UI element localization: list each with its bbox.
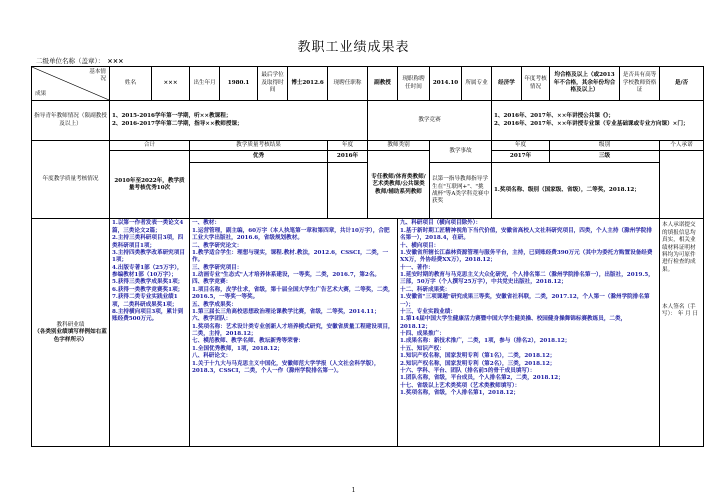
research-item: 1.延安时期的教育与马克思主义大众化研究，个人排名第二（滁州学院排名第一），出版社，2019.5，三部，50万字（个人撰写25万字），中共党史出版社，2018.12； xyxy=(400,272,654,286)
research-item: 十六、学科、平台、团队（排名前5的骨干成员填写）： xyxy=(400,367,536,374)
research-label-note: （各类别业绩填写样例如右蓝色字样所示） xyxy=(34,329,107,343)
unit-label: 二级单位名称（盖章）： xyxy=(36,57,105,65)
diag-bottom-label: 成果 xyxy=(35,90,47,97)
competition-text: 以第一指导教师指导学生在"互联网+"、"挑战杯"等A类学科竞赛中获奖 xyxy=(430,163,492,219)
research-item: 1.安徽省"三项课题"研究成果三等奖，安徽省社科联，二类，2017.12，个人第一（滁州学院排名第一）； xyxy=(400,294,650,308)
col-level: 级别 xyxy=(550,141,660,151)
research-item: 五、教学成果奖： xyxy=(192,301,237,308)
research-summary xyxy=(110,219,190,447)
assess-label: 年度考核情况 xyxy=(522,67,550,101)
achievement-table xyxy=(31,66,704,447)
summary-item: 2.主持三类科研项目3项，四类科研项目1项； xyxy=(112,235,184,249)
major-label: 所属专业 xyxy=(462,67,492,101)
summary-item: 1.以第一作者发表一类论文4篇，三类论文2篇； xyxy=(112,220,184,234)
col-promise: 个人承诺 xyxy=(660,141,704,151)
match-item: 2、2016年、2017年、××年讲授专业课（专业基础课或专业方向课）×门； xyxy=(494,120,689,127)
year-blank xyxy=(328,163,368,219)
major-value: 经济学 xyxy=(492,67,522,101)
research-item: 1.安徽省所辖长江森林资源管理与服务平台，主持，已到账经费390万元（其中为委托方购置设备经费XX万，外协经费XX万），2018.12； xyxy=(400,249,653,264)
unit-line xyxy=(36,56,124,65)
page-number: 1 xyxy=(351,487,356,494)
research-item: 十、横向项目： xyxy=(400,242,440,249)
birth-label: 出生年月 xyxy=(190,67,220,101)
research-item: 十一、著作： xyxy=(400,264,434,271)
degree-value: 博士2012.6 xyxy=(288,67,328,101)
research-item: 1.全国优秀教师，1项，2018.12； xyxy=(192,345,283,352)
research-item: 2.知识产权名称，国家发明专利（第2名），三类，2018.12； xyxy=(400,360,556,367)
research-item: 1.关于十九大与马克思主义中国化，安徽师范大学学报（人文社会科学版），2018.3，CSSCI，二类，个人一作（滁州学院排名第一）。 xyxy=(192,360,380,374)
research-item: 1.运营管理，副主编，60万字（本人执笔第一章和第四章，共计10万字），合肥工业大学出版社，2016.6，省级规划教材。 xyxy=(192,227,390,242)
col-event: 教学事故 xyxy=(430,141,492,163)
col-year: 年度 xyxy=(328,141,368,151)
result-value: 优秀 xyxy=(190,151,328,163)
research-label-cell xyxy=(32,219,110,447)
research-item: 1.第三届长三角高校思想政治理论课教学比赛，省级，二等奖，2014.11； xyxy=(192,308,380,315)
name-label: 姓名 xyxy=(110,67,152,101)
summary-item: 8.主持横向项目3项，累计到账经费500万元。 xyxy=(112,308,184,323)
sign-text: 本人签名（手写）： 年 月 日 xyxy=(662,304,699,318)
research-item: 1.奖项名称：艺术设计类专业创新人才培养模式研究，安徽省质量工程建设项目，二类，主持，2018.12； xyxy=(192,323,394,337)
research-item: 三、教学研究项目： xyxy=(192,264,243,271)
guidance-label: 指导青年教师情况（限副教授及以上） xyxy=(32,101,110,141)
research-right xyxy=(398,219,660,447)
guidance-list xyxy=(110,101,368,141)
header-diagonal-cell xyxy=(32,67,110,101)
guidance-item: 2、2016-2017学年第二学期，指导××教师授课； xyxy=(112,120,243,127)
name-value: ××× xyxy=(152,67,190,101)
diag-top-label: 基本情况 xyxy=(89,69,106,83)
promise-text: 本人承诺提交的填报信息均真实，相关业绩材料证明材料均为可原件进行检查的成果。 xyxy=(662,222,696,273)
col-total: 合计 xyxy=(110,141,190,151)
col-event-year: 年度 xyxy=(492,141,550,151)
certificate-value: 是/否 xyxy=(660,67,704,101)
match-list xyxy=(492,101,704,141)
summary-item: 4.出版专著1部（25万字），参编教材1部（10万字）； xyxy=(112,264,183,278)
assess-value: 均合格及以上（或2013年不合格，其余年份均合格及以上） xyxy=(550,67,620,101)
research-item: 1.奖项名称，省级，个人排名第1，2018.12； xyxy=(400,390,519,396)
research-item: 十五、知识产权： xyxy=(400,345,445,352)
summary-item: 5.获得三类教学成果奖1项； xyxy=(112,279,184,286)
match-label: 教学竞赛 xyxy=(368,101,492,141)
hired-label: 现职称聘任时间 xyxy=(398,67,430,101)
research-item: 九、科研项目（横向项目除外）： xyxy=(400,220,482,227)
col-category: 教师类别 xyxy=(368,141,430,151)
birth-value: 1980.1 xyxy=(220,67,258,101)
research-item: 六、教学团队： xyxy=(192,316,232,323)
research-item: 1.动画专业"生态式"人才培养体系建设，一等奖，二类，2016.7，第2名。 xyxy=(192,272,381,278)
research-item: 十四、成果推广： xyxy=(400,331,445,337)
research-item: 八、科研论文： xyxy=(192,353,232,360)
research-item: 十七、省级以上艺术类奖项（艺术类教师填写）： xyxy=(400,382,521,389)
promise-blank xyxy=(660,151,704,219)
research-item: 七、模范教师、教学名师、教坛新秀等荣誉： xyxy=(192,338,304,345)
research-item: 1.团队名称，省级，平台成员，个人排名第2，二类，2018.12； xyxy=(400,375,564,382)
research-item: 1.教学适合学生：理想与现实，课程.教材.教法，2012.6，CSSCI，二类，一作。 xyxy=(192,249,389,264)
title-label: 现聘任职称 xyxy=(328,67,368,101)
category-value: 专任教师/体育类教师/艺术类教师/公共课类教师/辅助系列教师 xyxy=(368,151,430,219)
page-title: 教职工业绩成果表 xyxy=(297,40,410,55)
summary-item: 6.获得一类教学竞赛奖1项； xyxy=(112,286,184,293)
col-result: 教学质量考核结果 xyxy=(190,141,328,151)
research-middle xyxy=(190,219,398,447)
research-item: 1.成果名称：新技术推广，二类，1项，参与（排名2），2018.12； xyxy=(400,338,571,345)
level-value: 三级 xyxy=(550,151,660,163)
research-item: 十二、科研成果奖： xyxy=(400,286,451,293)
annual-label: 年度教学质量考核情况 xyxy=(32,141,110,219)
research-item: 1.基于新时期工匠精神视角下当代价值，安徽省高校人文社科研究项目，四类，个人主持（滁州学院排名第一），2018.4，在研。 xyxy=(400,227,652,242)
competition-result: 1.奖项名称、级别（国家级、省级），二等奖，2018.12； xyxy=(492,163,660,219)
research-item: 1.知识产权名称，国家发明专利（第1名），二类，2018.12； xyxy=(400,353,556,360)
degree-label: 最后学位及取得时间 xyxy=(258,67,288,101)
guidance-item: 1、2015-2016学年第一学期，听××教课程； xyxy=(112,113,232,120)
research-label: 教科研业绩 xyxy=(56,321,85,328)
research-item: 一、教材： xyxy=(192,220,220,227)
unit-value: ××× xyxy=(107,57,124,65)
total-value: 2010年至2022年，教学质量考核优秀10次 xyxy=(110,151,190,219)
event-year-value: 2017年 xyxy=(492,151,550,163)
result-blank xyxy=(190,163,328,219)
summary-item: 7.获得二类专业实践业绩1项，二类科研成果奖1项； xyxy=(112,294,178,308)
certificate-label: 是否具有高等学校教师资格证 xyxy=(620,67,660,101)
research-item: 1.项目名称，皮学仕求，省级，第十届全国大学生广告艺术大赛，二等奖，二类，2016.5，一等奖一等奖。 xyxy=(192,286,394,301)
research-item: 四、教学竞赛： xyxy=(192,279,232,286)
hired-value: 2014.10 xyxy=(430,67,462,101)
summary-item: 3.主持四类教学改革研究项目1项； xyxy=(112,249,185,264)
research-item: 十三、专业实践业绩： xyxy=(400,308,456,315)
research-item: 二、教学研究论文： xyxy=(192,242,243,249)
title-value: 副教授 xyxy=(368,67,398,101)
year-value: 2016年 xyxy=(328,151,368,163)
match-item: 1、2016年、2017年、××年讲授公共课《》； xyxy=(494,113,614,120)
research-item: 1.第14届中国大学生健康活力赛暨中国大学生健美操、校园健身操舞锦标赛教练员，二类，2018.12； xyxy=(400,316,627,330)
promise-cell xyxy=(660,219,704,447)
